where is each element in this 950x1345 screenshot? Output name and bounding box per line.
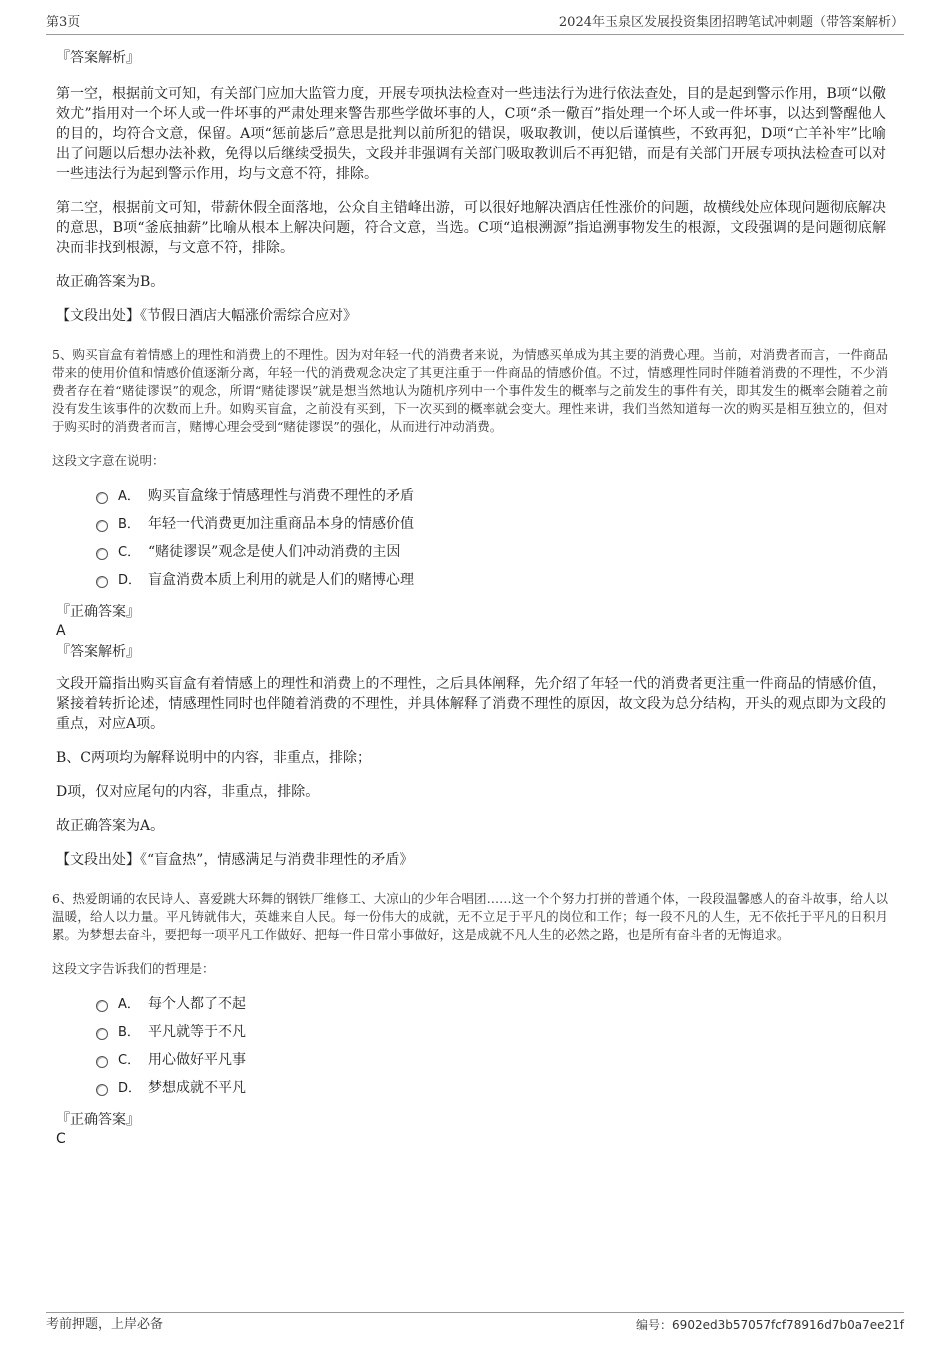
document-id: 编号：6902ed3b57057fcf78916d7b0a7ee21f — [636, 1318, 904, 1332]
document-title: 2024年玉泉区发展投资集团招聘笔试冲刺题（带答案解析） — [558, 15, 904, 30]
analysis-paragraph: 第二空，根据前文可知，带薪休假全面落地，公众自主错峰出游，可以很好地解决酒店任性涨价的问题，故横线处应体现问题彻底解决的意思，B项“釜底抽薪”比喻从根本上解决问题，符合文意，当选。C项“追根溯源”指追溯事物发生的根源，文段强调的是问题彻底解决而非找到根源，与文意不符，排除。 — [56, 200, 886, 256]
radio-icon[interactable] — [96, 492, 108, 504]
analysis-paragraph: D项，仅对应尾句的内容，非重点，排除。 — [56, 784, 320, 800]
option-b[interactable] — [96, 514, 886, 542]
option-letter: C． — [118, 1053, 141, 1068]
question-6-text: 6、热爱朗诵的农民诗人、喜爱跳大环舞的钢铁厂维修工、大凉山的少年合唱团……这一个个努力打拼的普通个体，一段段温馨感人的奋斗故事，给人以温暖，给人以力量。平凡铸就伟大，英雄来自人民。每一份伟大的成就，无不立足于平凡的岗位和工作；每一段不凡的人生，无不依托于平凡的日积月累。为梦想去奋斗，要把每一项平凡工作做好、把每一件日常小事做好，这是成就不凡人生的必然之路，也是所有奋斗者的无悔追求。 — [52, 891, 888, 942]
answer-conclusion: 故正确答案为B。 — [56, 274, 165, 290]
analysis-paragraph: 第一空，根据前文可知，有关部门应加大监管力度，开展专项执法检查对一些违法行为进行依法查处，目的是起到警示作用，B项“以儆效尤”指用对一个坏人或一件坏事的严肃处理来警告那些学做坏事的人，C项“杀一儆百”指处理一个坏人或一件坏事，以达到警醒他人的目的，均符合文意，保留。A项“惩前毖后”意思是批判以前所犯的错误，吸取教训，使以后谨慎些，不致再犯，D项“亡羊补牢”比喻出了问题以后想办法补救，免得以后继续受损失，文段并非强调有关部门吸取教训后不再犯错，而是有关部门开展专项执法检查可以对一些违法行为起到警示作用，均与文意不符，排除。 — [56, 86, 886, 182]
option-c[interactable] — [96, 542, 886, 570]
radio-icon[interactable] — [96, 1084, 108, 1096]
question-5-options — [96, 486, 886, 598]
source-citation: 【文段出处】《“盲盒热”，情感满足与消费非理性的矛盾》 — [56, 852, 414, 868]
analysis-paragraph: 文段开篇指出购买盲盒有着情感上的理性和消费上的不理性，之后具体阐释，先介绍了年轻一代的消费者更注重一件商品的情感价值，紧接着转折论述，情感理性同时也伴随着消费的不理性，并具体解释了消费不理性的原因，故文段为总分结构，开头的观点即为文段的重点，对应A项。 — [56, 676, 886, 732]
option-text: 用心做好平凡事 — [148, 1052, 246, 1068]
page-footer — [46, 1312, 904, 1335]
option-text: 购买盲盒缘于情感理性与消费不理性的矛盾 — [148, 488, 414, 504]
option-d[interactable] — [96, 570, 886, 598]
option-letter: B． — [118, 517, 140, 532]
option-letter: C． — [118, 545, 141, 560]
question-5-prompt: 这段文字意在说明： — [52, 453, 165, 468]
page-header — [46, 14, 904, 35]
option-d[interactable] — [96, 1078, 886, 1106]
analysis-paragraph: B、C两项均为解释说明中的内容，非重点，排除； — [56, 750, 371, 766]
radio-icon[interactable] — [96, 1056, 108, 1068]
option-b[interactable] — [96, 1022, 886, 1050]
correct-answer-tag: 『正确答案』 — [56, 1112, 140, 1128]
option-letter: A． — [118, 489, 140, 504]
question-6-options — [96, 994, 886, 1106]
option-letter: D． — [118, 573, 142, 588]
footer-slogan: 考前押题，上岸必备 — [46, 1317, 164, 1332]
page-number: 第3页 — [46, 15, 81, 30]
question-5-text: 5、购买盲盒有着情感上的理性和消费上的不理性。因为对年轻一代的消费者来说，为情感买单成为其主要的消费心理。当前，对消费者而言，一件商品带来的使用价值和情感价值逐渐分离，年轻一代的消费观念决定了其更注重于一件商品的情感价值。不过，情感理性同时伴随着消费的不理性，不少消费者存在着“赌徒谬误”的观念，所谓“赌徒谬误”就是想当然地认为随机序列中一个事件发生的概率与之前发生的事件有关，即其发生的概率会随着之前没有发生该事件的次数而上升。如购买盲盒，之前没有买到，下一次买到的概率就会变大。理性来讲，我们当然知道每一次的购买是相互独立的，但对于购买时的消费者而言，赌博心理会受到“赌徒谬误”的强化，从而进行冲动消费。 — [52, 347, 888, 434]
radio-icon[interactable] — [96, 548, 108, 560]
correct-answer: C — [56, 1131, 66, 1147]
option-a[interactable] — [96, 994, 886, 1022]
question-6-prompt: 这段文字告诉我们的哲理是： — [52, 961, 215, 976]
option-letter: D． — [118, 1081, 142, 1096]
analysis-tag: 『答案解析』 — [56, 50, 140, 66]
option-text: 梦想成就不平凡 — [148, 1080, 246, 1096]
option-text: 平凡就等于不凡 — [148, 1024, 246, 1040]
answer-conclusion: 故正确答案为A。 — [56, 818, 165, 834]
source-citation: 【文段出处】《节假日酒店大幅涨价需综合应对》 — [56, 308, 357, 324]
radio-icon[interactable] — [96, 1000, 108, 1012]
correct-answer-tag: 『正确答案』 — [56, 604, 140, 620]
radio-icon[interactable] — [96, 1028, 108, 1040]
page-content — [52, 40, 888, 1148]
option-letter: B． — [118, 1025, 140, 1040]
correct-answer: A — [56, 623, 66, 639]
option-text: 盲盒消费本质上利用的就是人们的赌博心理 — [148, 572, 414, 588]
option-text: 每个人都了不起 — [148, 996, 246, 1012]
radio-icon[interactable] — [96, 520, 108, 532]
option-c[interactable] — [96, 1050, 886, 1078]
radio-icon[interactable] — [96, 576, 108, 588]
option-letter: A． — [118, 997, 140, 1012]
analysis-tag: 『答案解析』 — [56, 644, 140, 660]
option-text: “赌徒谬误”观念是使人们冲动消费的主因 — [148, 544, 401, 560]
option-text: 年轻一代消费更加注重商品本身的情感价值 — [148, 516, 414, 532]
option-a[interactable] — [96, 486, 886, 514]
